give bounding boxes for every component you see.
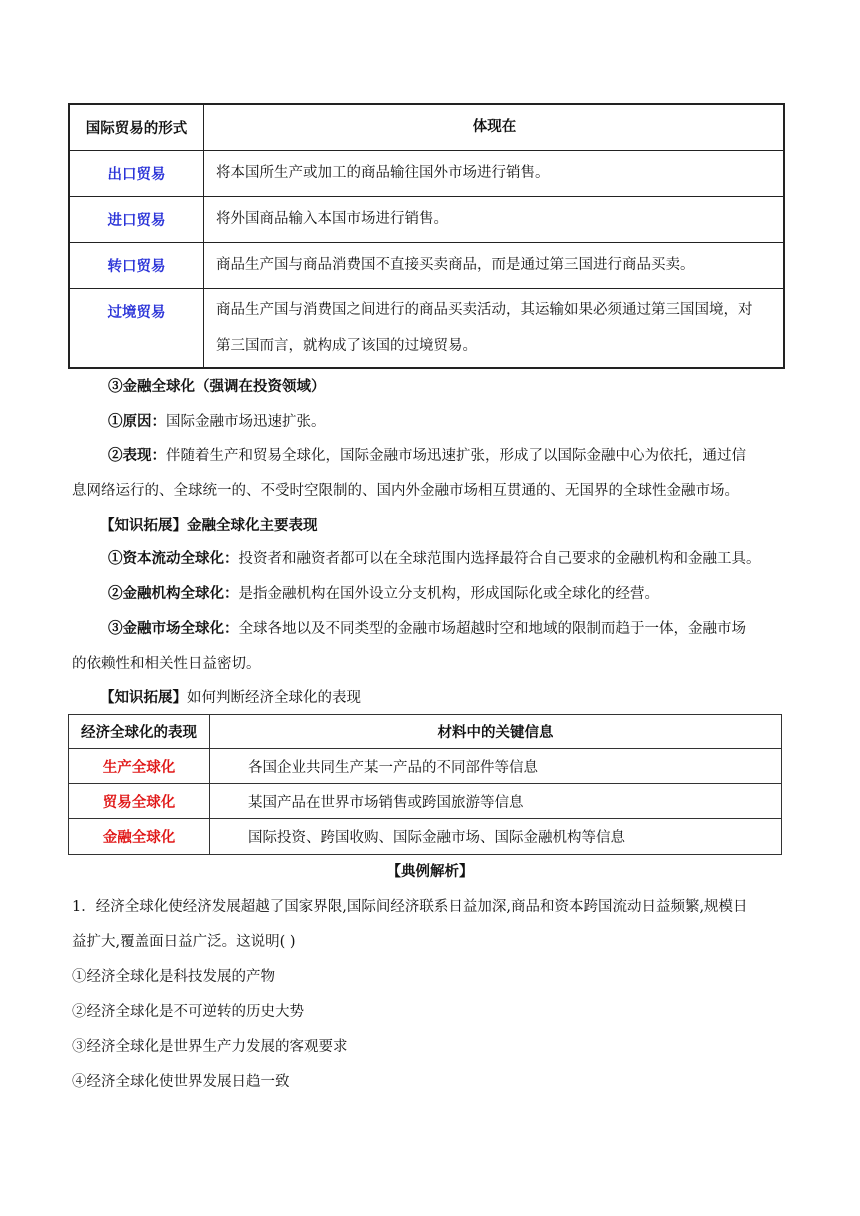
ext1-item-text: 投资者和融资者都可以在全球范围内选择最符合自己要求的金融机构和金融工具。 [238,551,761,567]
ext2-heading-rest: 如何判断经济全球化的表现 [187,690,361,706]
trade-form-cell: 转口贸易 [69,242,204,288]
option-item: ②经济全球化是不可逆转的历史大势 [72,1004,304,1020]
finance-manifest-line2: 息网络运行的、全球统一的、不受时空限制的、国内外金融市场相互贯通的、无国界的全球性金融市场。 [72,483,739,499]
trade-form-cell: 过境贸易 [69,288,204,368]
trade-form-cell: 进口贸易 [69,196,204,242]
table-header-cell: 体现在 [204,104,785,150]
option-item: ①经济全球化是科技发展的产物 [72,969,275,985]
table-row [69,819,782,855]
ext1-item-label: ③金融市场全球化： [108,620,239,637]
table-header-cell: 国际贸易的形式 [69,104,204,150]
ext1-item-text: 全球各地以及不同类型的金融市场超越时空和地域的限制而趋于一体，金融市场 [238,621,746,637]
table-row [69,196,784,242]
ext1-item-continued: 的依赖性和相关性日益密切。 [72,656,261,672]
ext1-heading: 【知识拓展】金融全球化主要表现 [100,517,318,534]
trade-desc-cell: 将本国所生产或加工的商品输往国外市场进行销售。 [204,150,785,196]
option-item: ③经济全球化是世界生产力发展的客观要求 [72,1039,348,1055]
trade-desc-cell: 商品生产国与商品消费国不直接买卖商品，而是通过第三国进行商品买卖。 [204,242,785,288]
ext1-item-label: ②金融机构全球化： [108,585,239,602]
finance-heading: ③金融全球化（强调在投资领域） [108,378,326,395]
ext1-item [108,549,761,569]
desc-line: 第三国而言，就构成了该国的过境贸易。 [216,337,477,354]
ext1-item [108,619,746,639]
ext2-heading-bold: 【知识拓展】 [100,689,187,706]
cause-label: ①原因： [108,413,166,430]
judge-table [68,714,782,855]
ext1-item-text: 是指金融机构在国外设立分支机构，形成国际化或全球化的经营。 [238,586,659,602]
globalization-type-cell: 贸易全球化 [69,784,210,819]
desc-line: 商品生产国与消费国之间进行的商品买卖活动，其运输如果必须通过第三国国境，对 [216,301,753,318]
key-info-cell: 国际投资、跨国收购、国际金融市场、国际金融机构等信息 [210,819,782,855]
question-line: 益扩大,覆盖面日益广泛。这说明( ) [72,934,296,950]
finance-manifest-line1 [108,446,746,466]
question-line: 1．经济全球化使经济发展超越了国家界限,国际间经济联系日益加深,商品和资本跨国流动日益频繁,规模日 [72,899,748,915]
table-row [69,150,784,196]
table-row [69,242,784,288]
table-row [69,749,782,784]
trade-desc-cell [204,288,785,368]
globalization-type-cell: 金融全球化 [69,819,210,855]
table-header-cell: 经济全球化的表现 [69,715,210,749]
trade-form-cell: 出口贸易 [69,150,204,196]
manifest-text: 伴随着生产和贸易全球化，国际金融市场迅速扩张，形成了以国际金融中心为依托，通过信 [166,448,746,464]
key-info-cell: 某国产品在世界市场销售或跨国旅游等信息 [210,784,782,819]
ext1-item [108,584,659,604]
ext2-heading [100,688,361,708]
finance-cause [108,412,326,432]
manifest-label: ②表现： [108,447,166,464]
trade-forms-table [68,103,785,369]
option-item: ④经济全球化使世界发展日趋一致 [72,1074,290,1090]
table-row [69,288,784,368]
example-heading: 【典例解析】 [386,863,474,880]
ext1-item-label: ①资本流动全球化： [108,550,239,567]
cause-text: 国际金融市场迅速扩张。 [166,414,326,430]
globalization-type-cell: 生产全球化 [69,749,210,784]
table-row [69,784,782,819]
trade-desc-cell: 将外国商品输入本国市场进行销售。 [204,196,785,242]
table-header-cell: 材料中的关键信息 [210,715,782,749]
key-info-cell: 各国企业共同生产某一产品的不同部件等信息 [210,749,782,784]
